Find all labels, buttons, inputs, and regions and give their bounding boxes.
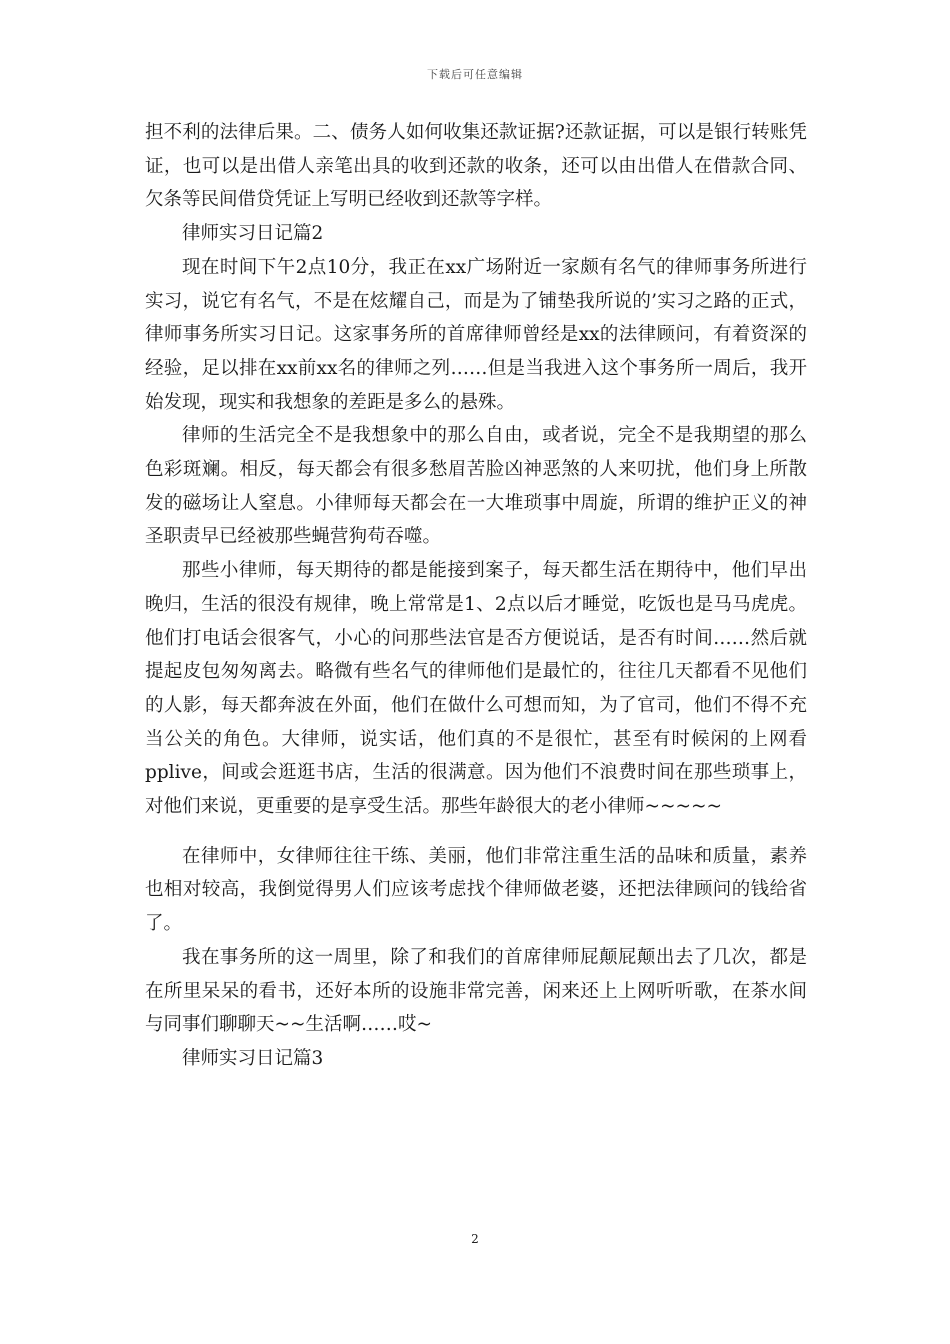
paragraph-intro: 现在时间下午2点10分，我正在xx广场附近一家颇有名气的律师事务所进行实习，说它有名气，不是在炫耀自己，而是为了铺垫我所说的’实习之路的正式，律师事务所实习日记。这家事务所的首席律师曾经是xx的法律顾问，有着资深的经验，足以排在xx前xx名的律师之列……但是当我进入这个事务所一周后，我开始发现，现实和我想象的差距是多么的悬殊。 (145, 256, 807, 413)
section-heading-3: 律师实习日记篇3 (182, 1047, 324, 1069)
section-heading-2: 律师实习日记篇2 (182, 223, 324, 245)
paragraph-continuation: 担不利的法律后果。二、债务人如何收集还款证据?还款证据，可以是银行转账凭证，也可以是出借人亲笔出具的收到还款的收条，还可以由出借人在借款合同、欠条等民间借贷凭证上写明已经收到还款等字样。 (145, 122, 807, 211)
paragraph-week-summary: 我在事务所的这一周里，除了和我们的首席律师屁颠屁颠出去了几次，都是在所里呆呆的看书，还好本所的设施非常完善，闲来还上上网听听歌，在茶水间与同事们聊聊天~~生活啊……哎~ (145, 946, 807, 1036)
page-header: 下载后可任意编辑 (427, 68, 523, 81)
document-body (145, 116, 807, 1076)
paragraph-lawyer-life: 律师的生活完全不是我想象中的那么自由，或者说，完全不是我期望的那么色彩斑斓。相反，每天都会有很多愁眉苦脸凶神恶煞的人来叨扰，他们身上所散发的磁场让人窒息。小律师每天都会在一大堆琐事中周旋，所谓的维护正义的神圣职责早已经被那些蝇营狗苟吞噬。 (145, 425, 807, 548)
paragraph-junior-lawyers: 那些小律师，每天期待的都是能接到案子，每天都生活在期待中，他们早出晚归，生活的很没有规律，晚上常常是1、2点以后才睡觉，吃饭也是马马虎虎。他们打电话会很客气，小心的问那些法官是否方便说话，是否有时间……然后就提起皮包匆匆离去。略微有些名气的律师他们是最忙的，往往几天都看不见他们的人影，每天都奔波在外面，他们在做什么可想而知，为了官司，他们不得不充当公关的角色。大律师，说实话，他们真的不是很忙，甚至有时候闲的上网看pplive，间或会逛逛书店，生活的很满意。因为他们不浪费时间在那些琐事上，对他们来说，更重要的是享受生活。那些年龄很大的老小律师~~~~~ (145, 560, 807, 818)
page-number: 2 (471, 1232, 479, 1246)
paragraph-female-lawyers: 在律师中，女律师往往干练、美丽，他们非常注重生活的品味和质量，素养也相对较高，我倒觉得男人们应该考虑找个律师做老婆，还把法律顾问的钱给省了。 (145, 845, 807, 935)
